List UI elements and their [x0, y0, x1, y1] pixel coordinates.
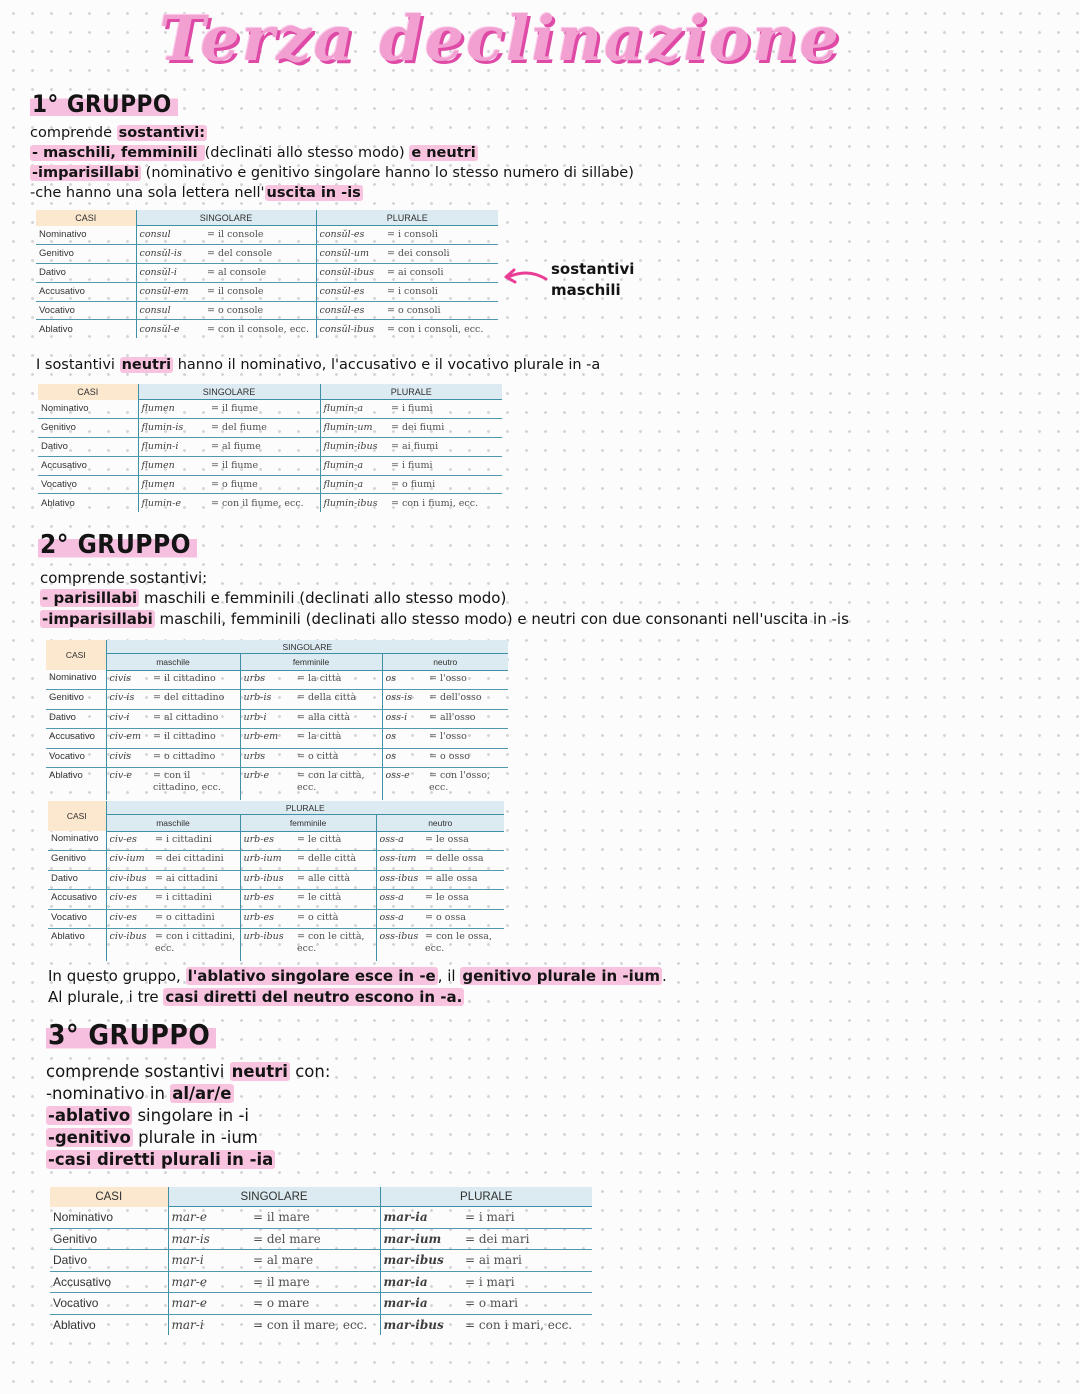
col-header-neutro: neutro: [382, 654, 508, 670]
group1-line3-highlight: uscita in -is: [266, 185, 361, 201]
translation: = il fiume: [208, 456, 320, 475]
latin-form: flumin-ibus: [320, 494, 388, 512]
group2-line2-highlight: -imparisillabi: [42, 610, 153, 628]
group3-intro-text: comprende sostantivi: [46, 1062, 230, 1081]
group1-intro-text: comprende: [30, 125, 117, 141]
translation: = le ossa: [422, 831, 504, 851]
translation: = dell'osso: [426, 690, 508, 710]
case-label: Dativo: [46, 709, 106, 729]
translation: = del cittadino: [150, 690, 240, 710]
case-label: Genitivo: [36, 244, 136, 263]
translation: = con il fiume, ecc.: [211, 497, 304, 509]
translation: = o osso: [426, 748, 508, 768]
latin-form: flumin-e: [138, 494, 208, 512]
translation: = il mare: [250, 1207, 380, 1229]
translation: = il cittadino: [150, 670, 240, 690]
translation: = con i mari, ecc.: [465, 1317, 573, 1332]
table-row: [36, 226, 498, 245]
col-header-femminile: femminile: [240, 815, 376, 831]
group2-note2: [48, 987, 464, 1007]
case-label: Nominativo: [38, 400, 138, 419]
col-header-maschile: maschile: [106, 654, 240, 670]
table-row: [36, 301, 498, 320]
latin-form: urbs: [240, 748, 294, 768]
latin-form: civ-ibus: [106, 929, 152, 962]
translation: = ai consoli: [384, 263, 498, 282]
case-label: Dativo: [48, 870, 106, 890]
translation: = i mari: [462, 1271, 592, 1293]
latin-form: urbs: [240, 670, 294, 690]
translation: = del fiume: [208, 418, 320, 437]
latin-form: civ-es: [106, 831, 152, 851]
latin-form: os: [382, 670, 426, 690]
group3-line3-highlight: -genitivo: [48, 1128, 131, 1147]
case-label: Dativo: [36, 263, 136, 282]
case-label: Nominativo: [46, 670, 106, 690]
case-label: Dativo: [50, 1250, 168, 1272]
table-row: [38, 400, 502, 419]
translation: = o città: [294, 748, 382, 768]
group3-intro-highlight: neutri: [231, 1062, 288, 1081]
table-row: [46, 670, 508, 690]
translation: = i fiumi: [388, 400, 502, 419]
col-header-casi: CASI: [38, 384, 138, 400]
latin-form: mar-ibus: [380, 1314, 462, 1335]
group2-heading: 2° GRUPPO: [38, 530, 197, 560]
translation: = o console: [204, 301, 316, 320]
translation: = il console: [204, 282, 316, 301]
case-label: Accusativo: [36, 282, 136, 301]
group1-note: [36, 355, 600, 375]
case-label: Vocativo: [46, 748, 106, 768]
latin-form: mar-ia: [380, 1293, 462, 1315]
translation: = al console: [204, 263, 316, 282]
table-row: [50, 1293, 592, 1315]
latin-form: consŭl-ibus: [316, 320, 384, 338]
table-row: [36, 320, 498, 338]
case-label: Nominativo: [36, 226, 136, 245]
latin-form: urb-ibus: [240, 870, 294, 890]
table-row: [48, 831, 504, 851]
translation: = o città: [294, 909, 376, 929]
translation: = con l'osso, ecc.: [429, 770, 491, 793]
latin-form: consul: [136, 301, 204, 320]
translation: = ai cittadini: [152, 870, 240, 890]
table-row: [48, 870, 504, 890]
latin-form: flumin-a: [320, 400, 388, 419]
translation: = del console: [204, 244, 316, 263]
table-row: [36, 263, 498, 282]
group1-intro: [30, 123, 207, 143]
latin-form: civ-ibus: [106, 870, 152, 890]
group3-heading: 3° GRUPPO: [46, 1018, 216, 1051]
group1-heading: 1° GRUPPO: [30, 90, 178, 118]
group2-note1-highlight: l'ablativo singolare esce in -e: [187, 967, 436, 985]
table-row: [46, 729, 508, 749]
group1-line2-text: (nominativo e genitivo singolare hanno lo stesso numero di sillabe): [141, 165, 634, 181]
group2-line2-text: maschili, femminili (declinati allo stesso modo) e neutri con due consonanti nell'uscita in -is: [154, 610, 849, 628]
table-flumen: [38, 384, 502, 512]
translation: = dei cittadini: [152, 851, 240, 871]
arrow-left-icon: [500, 266, 550, 290]
col-header-plurale: PLURALE: [320, 384, 502, 400]
table-mare: [50, 1187, 592, 1335]
translation: = o consoli: [384, 301, 498, 320]
translation: = il mare: [250, 1271, 380, 1293]
col-header-maschile: maschile: [106, 815, 240, 831]
case-label: Genitivo: [38, 418, 138, 437]
group1-line1: [30, 143, 478, 163]
translation: = dei mari: [462, 1228, 592, 1250]
group1-line2-highlight: -imparisillabi: [32, 165, 140, 181]
translation: = i consoli: [384, 226, 498, 245]
latin-form: civ-e: [106, 768, 150, 801]
translation: = con il cittadino, ecc.: [153, 770, 221, 793]
translation: = con i fiumi, ecc.: [391, 497, 479, 509]
group3-line3: [46, 1127, 258, 1149]
table-row: [46, 690, 508, 710]
translation: = alle ossa: [422, 870, 504, 890]
translation: = le ossa: [422, 890, 504, 910]
table-row: [36, 282, 498, 301]
latin-form: consŭl-es: [316, 226, 384, 245]
translation: = con la città, ecc.: [297, 770, 365, 793]
latin-form: oss-ium: [376, 851, 422, 871]
table-group2-singolare: [46, 640, 508, 800]
group2-note1-highlight2: genitivo plurale in -ium: [462, 967, 661, 985]
table-row: [38, 475, 502, 494]
group2-line1-highlight: - parisillabi: [42, 589, 138, 607]
translation: = il cittadino: [150, 729, 240, 749]
latin-form: mar-e: [168, 1271, 250, 1293]
latin-form: mar-e: [168, 1207, 250, 1229]
latin-form: urb-e: [240, 768, 294, 801]
translation: = delle città: [294, 851, 376, 871]
latin-form: oss-e: [382, 768, 426, 801]
page-title: Terza declinazione: [159, 2, 841, 75]
case-label: Dativo: [38, 437, 138, 456]
table-row: [46, 748, 508, 768]
latin-form: urb-es: [240, 890, 294, 910]
group2-note1-text3: .: [662, 967, 667, 985]
latin-form: flumin-i: [138, 437, 208, 456]
group2-line2: [40, 609, 849, 629]
case-label: Ablativo: [53, 1317, 96, 1332]
latin-form: oss-i: [382, 709, 426, 729]
case-label: Genitivo: [50, 1228, 168, 1250]
side-label-line2: maschili: [551, 281, 621, 299]
latin-form: mar-i: [168, 1314, 250, 1335]
latin-form: flumen: [138, 456, 208, 475]
translation: = con le città, ecc.: [297, 931, 365, 954]
latin-form: civ-es: [106, 909, 152, 929]
latin-form: consŭl-es: [316, 282, 384, 301]
table-row: [50, 1228, 592, 1250]
group3-line4-highlight: -casi diretti plurali in -ia: [48, 1150, 274, 1169]
latin-form: flumin-um: [320, 418, 388, 437]
group1-note-text: I sostantivi: [36, 357, 120, 373]
latin-form: mar-ium: [380, 1228, 462, 1250]
table-row: [50, 1271, 592, 1293]
translation: = i consoli: [384, 282, 498, 301]
latin-form: os: [382, 748, 426, 768]
translation: = o fiumi: [388, 475, 502, 494]
latin-form: oss-a: [376, 890, 422, 910]
latin-form: mar-ia: [380, 1271, 462, 1293]
latin-form: urb-em: [240, 729, 294, 749]
translation: = o mare: [250, 1293, 380, 1315]
translation: = la città: [294, 670, 382, 690]
case-label: Accusativo: [38, 456, 138, 475]
case-label: Vocativo: [36, 301, 136, 320]
group2-note2-highlight: casi diretti del neutro escono in -a.: [165, 988, 463, 1006]
group3-line4: [46, 1149, 275, 1171]
group2-intro: comprende sostantivi:: [40, 569, 208, 587]
latin-form: urb-i: [240, 709, 294, 729]
case-label: Nominativo: [50, 1207, 168, 1229]
group1-line1-highlight: - maschili, femminili: [32, 145, 203, 161]
latin-form: civ-es: [106, 890, 152, 910]
latin-form: mar-i: [168, 1250, 250, 1272]
group1-line1-text: (declinati allo stesso modo): [204, 145, 410, 161]
case-label: Ablativo: [39, 323, 73, 335]
group2-note2-text: Al plurale, i tre: [48, 988, 164, 1006]
translation: = con i cittadini, ecc.: [155, 931, 236, 954]
case-label: Ablativo: [41, 497, 75, 509]
translation: = al cittadino: [150, 709, 240, 729]
group1-line3: [30, 183, 363, 203]
table-row: [50, 1314, 592, 1335]
latin-form: urb-ibus: [240, 929, 294, 962]
table-row: [48, 929, 504, 962]
col-header-casi: CASI: [46, 640, 106, 670]
col-header-singolare: SINGOLARE: [106, 640, 508, 654]
latin-form: oss-ibus: [376, 929, 422, 962]
latin-form: civ-em: [106, 729, 150, 749]
group1-line2: [30, 163, 634, 183]
table-row: [46, 768, 508, 801]
translation: = i mari: [462, 1207, 592, 1229]
col-header-singolare: SINGOLARE: [138, 384, 320, 400]
group3-line3-text: plurale in -ium: [132, 1128, 258, 1147]
group2-line1-text: maschili e femminili (declinati allo stesso modo): [139, 589, 507, 607]
translation: = della città: [294, 690, 382, 710]
group1-line3-text: -che hanno una sola lettera nell': [30, 185, 265, 201]
translation: = i cittadini: [152, 831, 240, 851]
translation: = la città: [294, 729, 382, 749]
latin-form: consŭl-es: [316, 301, 384, 320]
col-header-plurale: PLURALE: [316, 210, 498, 226]
case-label: Ablativo: [51, 931, 85, 942]
group2-note1-text: In questo gruppo,: [48, 967, 186, 985]
latin-form: urb-es: [240, 909, 294, 929]
case-label: Genitivo: [46, 690, 106, 710]
latin-form: urb-es: [240, 831, 294, 851]
case-label: Vocativo: [48, 909, 106, 929]
latin-form: oss-ibus: [376, 870, 422, 890]
table-row: [38, 456, 502, 475]
translation: = del mare: [250, 1228, 380, 1250]
table-row: [36, 244, 498, 263]
latin-form: consŭl-ibus: [316, 263, 384, 282]
translation: = dei consoli: [384, 244, 498, 263]
translation: = o mari: [462, 1293, 592, 1315]
translation: = le città: [294, 831, 376, 851]
case-label: Vocativo: [38, 475, 138, 494]
translation: = alla città: [294, 709, 382, 729]
case-label: Vocativo: [50, 1293, 168, 1315]
translation: = le città: [294, 890, 376, 910]
group3-line1-text: -nominativo in: [46, 1084, 171, 1103]
latin-form: flumen: [138, 400, 208, 419]
latin-form: oss-a: [376, 831, 422, 851]
group3-intro-text2: con:: [289, 1062, 331, 1081]
table-row: [38, 418, 502, 437]
translation: = con le ossa, ecc.: [425, 931, 492, 954]
latin-form: urb-ium: [240, 851, 294, 871]
translation: = al fiume: [208, 437, 320, 456]
translation: = delle ossa: [422, 851, 504, 871]
group1-note-text2: hanno il nominativo, l'accusativo e il vocativo plurale in -a: [173, 357, 601, 373]
side-label: [551, 259, 634, 301]
col-header-casi: CASI: [36, 210, 136, 226]
case-label: Accusativo: [50, 1271, 168, 1293]
group3-line1: [46, 1083, 234, 1105]
latin-form: consŭl-um: [316, 244, 384, 263]
col-header-singolare: SINGOLARE: [136, 210, 316, 226]
group3-line1-highlight: al/ar/e: [172, 1084, 232, 1103]
translation: = il fiume: [208, 400, 320, 419]
group1-note-highlight: neutri: [121, 357, 172, 373]
latin-form: consul: [136, 226, 204, 245]
table-group2-plurale: [48, 801, 504, 961]
translation: = con il console, ecc.: [207, 323, 309, 335]
col-header-plurale: PLURALE: [106, 801, 504, 815]
latin-form: civis: [106, 748, 150, 768]
translation: = con i consoli, ecc.: [387, 323, 484, 335]
translation: = con il mare, ecc.: [253, 1317, 368, 1332]
translation: = al mare: [250, 1250, 380, 1272]
col-header-neutro: neutro: [376, 815, 504, 831]
col-header-femminile: femminile: [240, 654, 382, 670]
latin-form: flumen: [138, 475, 208, 494]
col-header-casi: CASI: [50, 1187, 168, 1207]
col-header-singolare: SINGOLARE: [168, 1187, 380, 1207]
latin-form: flumin-is: [138, 418, 208, 437]
translation: = dei fiumi: [388, 418, 502, 437]
latin-form: mar-ia: [380, 1207, 462, 1229]
table-row: [50, 1250, 592, 1272]
latin-form: mar-e: [168, 1293, 250, 1315]
latin-form: consŭl-is: [136, 244, 204, 263]
translation: = o cittadino: [150, 748, 240, 768]
latin-form: mar-ibus: [380, 1250, 462, 1272]
group2-line1: [40, 588, 506, 608]
latin-form: civ-is: [106, 690, 150, 710]
translation: = o cittadini: [152, 909, 240, 929]
latin-form: consŭl-em: [136, 282, 204, 301]
group3-line2-text: singolare in -i: [132, 1106, 250, 1125]
table-row: [48, 851, 504, 871]
translation: = all'osso: [426, 709, 508, 729]
translation: = l'osso: [426, 729, 508, 749]
group2-note1: [48, 966, 667, 986]
group3-line2: [46, 1105, 249, 1127]
case-label: Nominativo: [48, 831, 106, 851]
latin-form: civ-ium: [106, 851, 152, 871]
group1-line1-highlight2: e neutri: [411, 145, 476, 161]
group3-line2-highlight: -ablativo: [48, 1106, 131, 1125]
latin-form: consŭl-i: [136, 263, 204, 282]
translation: = o fiume: [208, 475, 320, 494]
latin-form: oss-a: [376, 909, 422, 929]
group1-intro-highlight: sostantivi:: [118, 125, 206, 141]
col-header-plurale: PLURALE: [380, 1187, 592, 1207]
translation: = o ossa: [422, 909, 504, 929]
table-row: [38, 437, 502, 456]
translation: = i cittadini: [152, 890, 240, 910]
table-row: [48, 909, 504, 929]
latin-form: flumin-ibus: [320, 437, 388, 456]
latin-form: flumin-a: [320, 475, 388, 494]
group3-intro: [46, 1061, 330, 1083]
latin-form: oss-is: [382, 690, 426, 710]
latin-form: os: [382, 729, 426, 749]
case-label: Accusativo: [46, 729, 106, 749]
translation: = alle città: [294, 870, 376, 890]
table-consul: [36, 210, 498, 338]
table-row: [38, 494, 502, 512]
group2-note1-text2: , il: [437, 967, 461, 985]
translation: = il console: [204, 226, 316, 245]
case-label: Accusativo: [48, 890, 106, 910]
latin-form: flumin-a: [320, 456, 388, 475]
col-header-casi: CASI: [48, 801, 106, 831]
latin-form: mar-is: [168, 1228, 250, 1250]
table-row: [50, 1207, 592, 1229]
translation: = i fiumi: [388, 456, 502, 475]
case-label: Genitivo: [48, 851, 106, 871]
latin-form: civis: [106, 670, 150, 690]
table-row: [48, 890, 504, 910]
latin-form: civ-i: [106, 709, 150, 729]
translation: = ai mari: [462, 1250, 592, 1272]
latin-form: consŭl-e: [136, 320, 204, 338]
table-row: [46, 709, 508, 729]
side-label-line1: sostantivi: [551, 260, 635, 278]
latin-form: urb-is: [240, 690, 294, 710]
translation: = ai fiumi: [388, 437, 502, 456]
case-label: Ablativo: [49, 770, 83, 781]
translation: = l'osso: [426, 670, 508, 690]
